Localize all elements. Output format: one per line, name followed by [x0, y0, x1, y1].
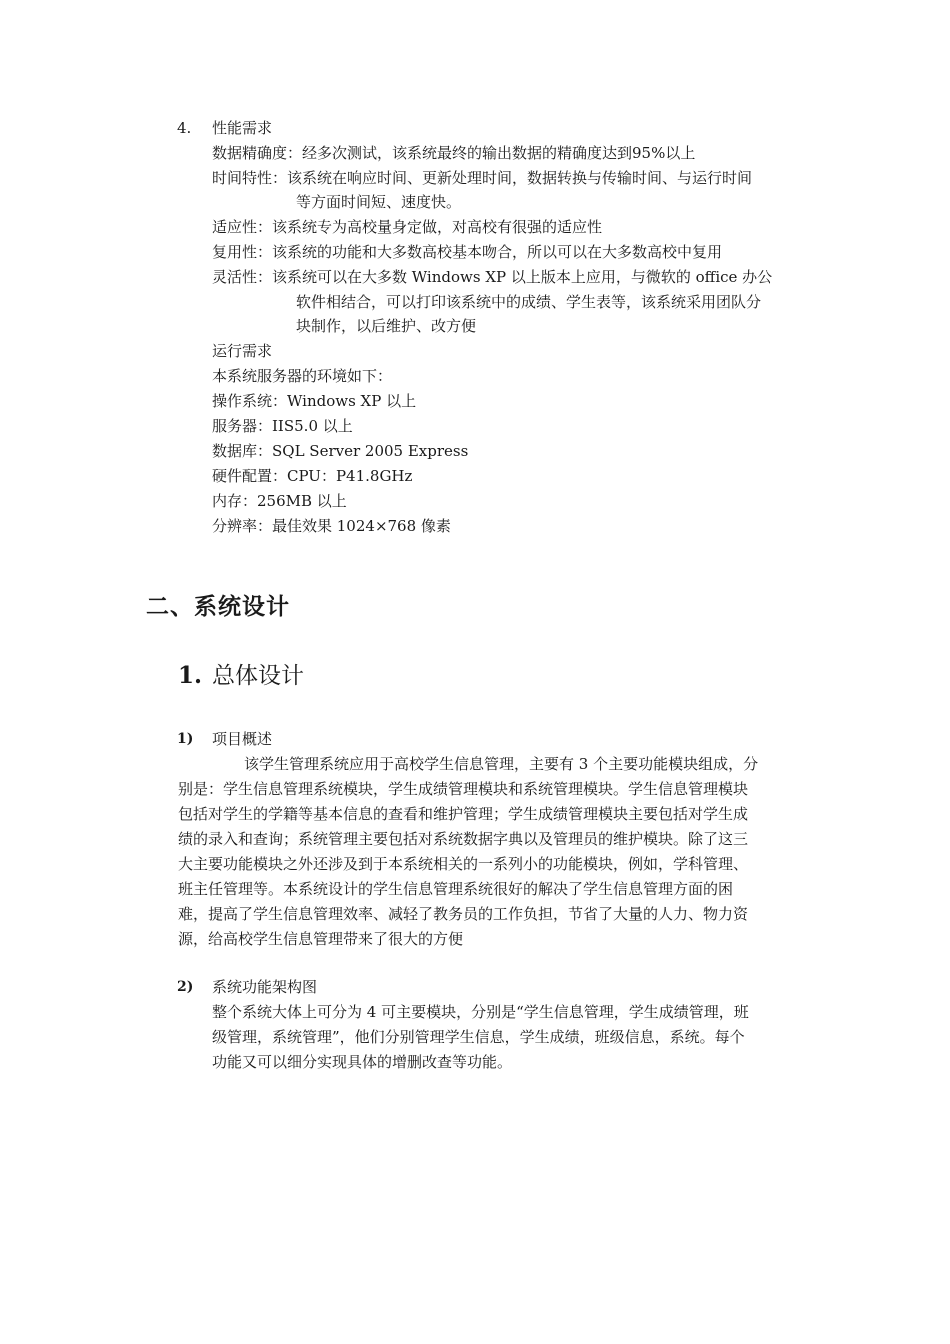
section-heading [178, 657, 304, 690]
paragraph-line: 别是：学生信息管理系统模块，学生成绩管理模块和系统管理模块。学生信息管理模块 [178, 780, 749, 798]
section-heading-number: 1. [178, 662, 203, 689]
paragraph-line: 级管理，系统管理”，他们分别管理学生信息，学生成绩，班级信息，系统。每个 [212, 1028, 745, 1046]
item-2-number: 2) [177, 979, 194, 995]
paragraph-line: 包括对学生的学籍等基本信息的查看和维护管理；学生成绩管理模块主要包括对学生成 [178, 805, 749, 823]
flex-line-2: 软件相结合，可以打印该系统中的成绩、学生表等，该系统采用团队分 [296, 293, 762, 311]
time-line-1: 时间特性：该系统在响应时间、更新处理时间，数据转换与传输时间、与运行时间 [212, 169, 753, 187]
item-1-number: 1) [177, 731, 194, 747]
section-4-number: 4. [177, 119, 192, 137]
paragraph-line: 班主任管理等。本系统设计的学生信息管理系统很好的解决了学生信息管理方面的困 [178, 880, 734, 898]
item-2-title: 系统功能架构图 [212, 978, 318, 996]
flex-line-3: 块制作，以后维护、改方便 [296, 317, 477, 335]
hardware-line: 硬件配置：CPU：P41.8GHz [212, 467, 413, 485]
resolution-line: 分辨率：最佳效果 1024×768 像素 [212, 517, 451, 535]
env-intro: 本系统服务器的环境如下： [212, 367, 393, 385]
server-line: 服务器：IIS5.0 以上 [212, 417, 353, 435]
paragraph-line: 难，提高了学生信息管理效率、减轻了教务员的工作负担，节省了大量的人力、物力资 [178, 905, 749, 923]
paragraph-line: 绩的录入和查询；系统管理主要包括对系统数据字典以及管理员的维护模块。除了这三 [178, 830, 749, 848]
db-line: 数据库：SQL Server 2005 Express [212, 442, 469, 460]
run-requirements: 运行需求 [212, 342, 273, 360]
flex-line-1: 灵活性：该系统可以在大多数 Windows XP 以上版本上应用，与微软的 office 办公 [212, 268, 773, 286]
paragraph-line: 源，给高校学生信息管理带来了很大的方便 [178, 930, 464, 948]
section-4-title: 性能需求 [212, 119, 273, 137]
paragraph-line: 功能又可以细分实现具体的增删改查等功能。 [212, 1053, 513, 1071]
time-line-2: 等方面时间短、速度快。 [296, 193, 462, 211]
adapt-line: 适应性：该系统专为高校量身定做，对高校有很强的适应性 [212, 218, 603, 236]
os-line: 操作系统：Windows XP 以上 [212, 392, 417, 410]
reuse-line: 复用性：该系统的功能和大多数高校基本吻合，所以可以在大多数高校中复用 [212, 243, 723, 261]
chapter-heading: 二、系统设计 [146, 594, 290, 620]
item-1-title: 项目概述 [212, 730, 273, 748]
section-heading-title: 总体设计 [212, 663, 305, 689]
memory-line: 内存：256MB 以上 [212, 492, 347, 510]
accuracy-line: 数据精确度：经多次测试，该系统最终的输出数据的精确度达到95%以上 [212, 144, 696, 162]
paragraph-line: 该学生管理系统应用于高校学生信息管理，主要有 3 个主要功能模块组成，分 [244, 755, 759, 773]
paragraph-line: 整个系统大体上可分为 4 可主要模块，分别是“学生信息管理，学生成绩管理，班 [212, 1003, 749, 1021]
paragraph-line: 大主要功能模块之外还涉及到于本系统相关的一系列小的功能模块，例如，学科管理、 [178, 855, 749, 873]
